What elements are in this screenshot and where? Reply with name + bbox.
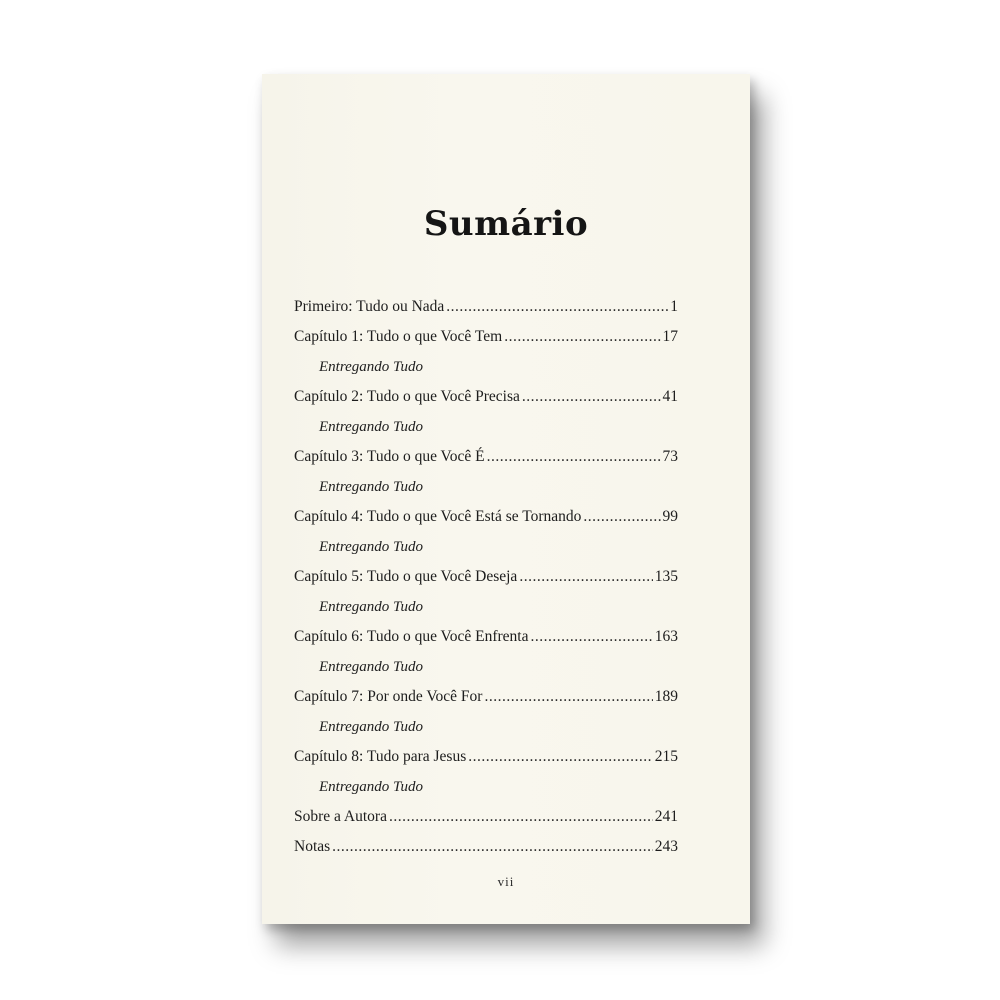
toc-entry: [294, 442, 678, 472]
page-number: vii: [497, 874, 515, 889]
toc-entry-page: 135: [654, 568, 678, 585]
toc-entry-label: Capítulo 5: Tudo o que Você Deseja: [294, 568, 518, 585]
dot-leader: [504, 322, 660, 352]
toc-entry-label: Capítulo 1: Tudo o que Você Tem: [294, 328, 503, 345]
dot-leader: [446, 292, 668, 322]
toc-subentry: Entregando Tudo: [319, 719, 424, 735]
toc-entry-label: Capítulo 6: Tudo o que Você Enfrenta: [294, 628, 529, 645]
toc-entry: [294, 682, 678, 712]
toc-subentry: Entregando Tudo: [319, 539, 424, 555]
toc-entry: [294, 622, 678, 652]
table-of-contents: [294, 292, 678, 862]
toc-entry-label: Sobre a Autora: [294, 808, 387, 825]
toc-entry-page: 17: [662, 328, 678, 345]
dot-leader: [583, 502, 660, 532]
toc-entry-page: 189: [654, 688, 678, 705]
dot-leader: [487, 442, 661, 472]
toc-entry-page: 99: [662, 508, 678, 525]
toc-entry-page: 1: [670, 298, 678, 315]
toc-entry: [294, 832, 678, 862]
toc-entry: [294, 502, 678, 532]
book-page: [262, 74, 750, 924]
dot-leader: [468, 742, 653, 772]
toc-entry: [294, 562, 678, 592]
toc-entry-label: Capítulo 7: Por onde Você For: [294, 688, 483, 705]
dot-leader: [531, 622, 653, 652]
toc-entry: [294, 292, 678, 322]
toc-subentry: Entregando Tudo: [319, 779, 424, 795]
toc-subentry: Entregando Tudo: [319, 659, 424, 675]
toc-entry-label: Capítulo 3: Tudo o que Você É: [294, 448, 485, 465]
dot-leader: [389, 802, 653, 832]
toc-entry: [294, 322, 678, 352]
page-title: Sumário: [423, 204, 589, 244]
toc-subentry: Entregando Tudo: [319, 359, 424, 375]
dot-leader: [522, 382, 661, 412]
toc-entry-label: Primeiro: Tudo ou Nada: [294, 298, 445, 315]
toc-entry-label: Notas: [294, 838, 331, 855]
toc-entry-label: Capítulo 4: Tudo o que Você Está se Tornando: [294, 508, 582, 525]
toc-entry: [294, 742, 678, 772]
toc-entry-page: 243: [654, 838, 678, 855]
dot-leader: [332, 832, 653, 862]
toc-entry-label: Capítulo 8: Tudo para Jesus: [294, 748, 467, 765]
toc-subentry: Entregando Tudo: [319, 479, 424, 495]
toc-entry-page: 215: [654, 748, 678, 765]
toc-entry-page: 241: [654, 808, 678, 825]
dot-leader: [519, 562, 652, 592]
toc-entry-label: Capítulo 2: Tudo o que Você Precisa: [294, 388, 520, 405]
toc-entry-page: 73: [662, 448, 678, 465]
toc-entry-page: 163: [654, 628, 678, 645]
toc-subentry: Entregando Tudo: [319, 419, 424, 435]
toc-subentry: Entregando Tudo: [319, 599, 424, 615]
toc-entry: [294, 802, 678, 832]
toc-entry: [294, 382, 678, 412]
dot-leader: [484, 682, 652, 712]
toc-entry-page: 41: [662, 388, 678, 405]
